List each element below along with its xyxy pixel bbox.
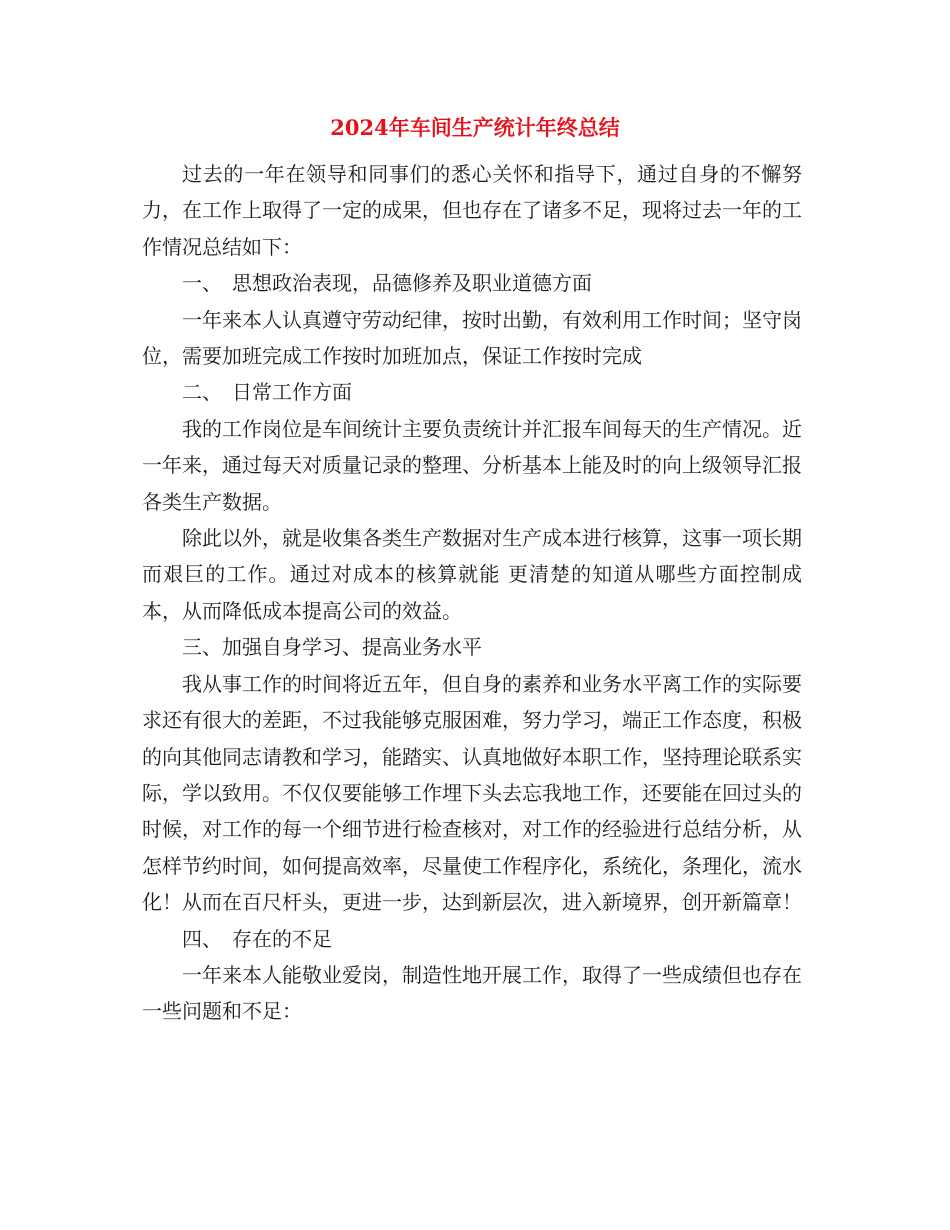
- document-title: 2024年车间生产统计年终总结: [330, 115, 620, 140]
- intro-paragraph: 过去的一年在领导和同事们的悉心关怀和指导下，通过自身的不懈努力，在工作上取得了一定的成果，但也存在了诸多不足，现将过去一年的工作情况总结如下：: [142, 162, 802, 259]
- section-4-paragraph: 一年来本人能敬业爱岗，制造性地开展工作，取得了一些成绩但也存在一些问题和不足：: [142, 962, 802, 1024]
- section-1-paragraph: 一年来本人认真遵守劳动纪律，按时出勤，有效利用工作时间；坚守岗位，需要加班完成工作按时加班加点，保证工作按时完成: [142, 307, 802, 369]
- section-heading-2: 二、 日常工作方面: [182, 380, 352, 405]
- section-3-paragraph: 我从事工作的时间将近五年，但自身的素养和业务水平离工作的实际要求还有很大的差距，不过我能够克服困难，努力学习，端正工作态度，积极的向其他同志请教和学习，能踏实、认真地做好本职工作，坚持理论联系实际，学以致用。不仅仅要能够工作埋下头去忘我地工作，还要能在回过头的时候，对工作的每一个细节进行检查核对，对工作的经验进行总结分析，从怎样节约时间，如何提高效率，尽量使工作程序化，系统化，条理化，流水化！从而在百尺杆头，更进一步，达到新层次，进入新境界，创开新篇章！: [142, 671, 802, 915]
- section-2-paragraph-1: 我的工作岗位是车间统计主要负责统计并汇报车间每天的生产情况。近一年来，通过每天对质量记录的整理、分析基本上能及时的向上级领导汇报各类生产数据。: [142, 416, 802, 514]
- document-body: [142, 156, 802, 1030]
- section-heading-3: 三、加强自身学习、提高业务水平: [182, 635, 482, 660]
- section-heading-4: 四、 存在的不足: [182, 926, 332, 951]
- section-2-paragraph-2: 除此以外，就是收集各类生产数据对生产成本进行核算，这事一项长期而艰巨的工作。通过对成本的核算就能 更清楚的知道从哪些方面控制成本，从而降低成本提高公司的效益。: [142, 526, 802, 623]
- section-heading-1: 一、 思想政治表现，品德修养及职业道德方面: [182, 271, 592, 296]
